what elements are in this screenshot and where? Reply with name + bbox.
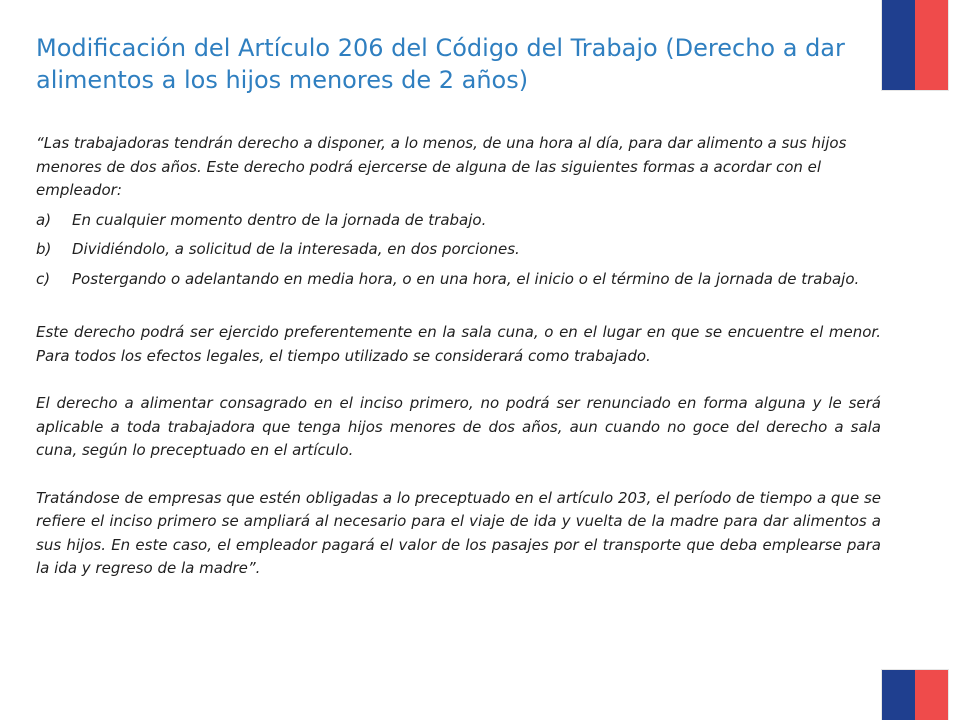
list-item-text: Postergando o adelantando en media hora, o en una hora, el inicio o el término de la jornada de trabajo.: [72, 269, 860, 288]
intro-paragraph: “Las trabajadoras tendrán derecho a disponer, a lo menos, de una hora al día, para dar alimento a sus hijos menores de dos años. Este derecho podrá ejercerse de alguna de las siguientes formas a acordar con el empleador:: [36, 134, 847, 199]
list-marker: a): [36, 210, 52, 229]
paragraph: Tratándose de empresas que estén obligadas a lo preceptuado en el artículo 203, el período de tiempo a que se refiere el inciso primero se ampliará al necesario para el viaje de ida y vuelta de la madre para dar alimentos a sus hijos. En este caso, el empleador pagará el valor de los pasajes por el transporte que deba emplearse para la ida y regreso de la madre”.: [36, 488, 881, 577]
options-list: [36, 209, 881, 292]
slide-body: [36, 132, 881, 581]
list-item-text: En cualquier momento dentro de la jornada de trabajo.: [72, 210, 487, 229]
slide-title: Modificación del Artículo 206 del Código del Trabajo (Derecho a dar alimentos a los hijos menores de 2 años): [36, 34, 845, 94]
spacer: [36, 297, 881, 321]
paragraph: Este derecho podrá ser ejercido preferentemente en la sala cuna, o en el lugar en que se encuentre el menor. Para todos los efectos legales, el tiempo utilizado se considerará como trabajado.: [36, 323, 881, 365]
list-item-text: Dividiéndolo, a solicitud de la interesada, en dos porciones.: [72, 240, 520, 258]
flag-blue-band: [882, 670, 915, 720]
spacer: [36, 463, 881, 487]
flag-stripe-bottom: [882, 670, 948, 720]
list-item: [36, 268, 881, 292]
paragraph: El derecho a alimentar consagrado en el inciso primero, no podrá ser renunciado en forma alguna y le será aplicable a toda trabajadora que tenga hijos menores de dos años, aun cuando no goce del derecho a sala cuna, según lo preceptuado en el artículo.: [36, 394, 881, 459]
list-marker: b): [36, 240, 52, 258]
list-item: [36, 238, 881, 262]
list-item: [36, 209, 881, 233]
flag-red-band: [915, 670, 948, 720]
spacer: [36, 368, 881, 392]
flag-stripe-top: [882, 0, 948, 90]
flag-blue-band: [882, 0, 915, 90]
flag-red-band: [915, 0, 948, 90]
list-marker: c): [36, 269, 51, 288]
